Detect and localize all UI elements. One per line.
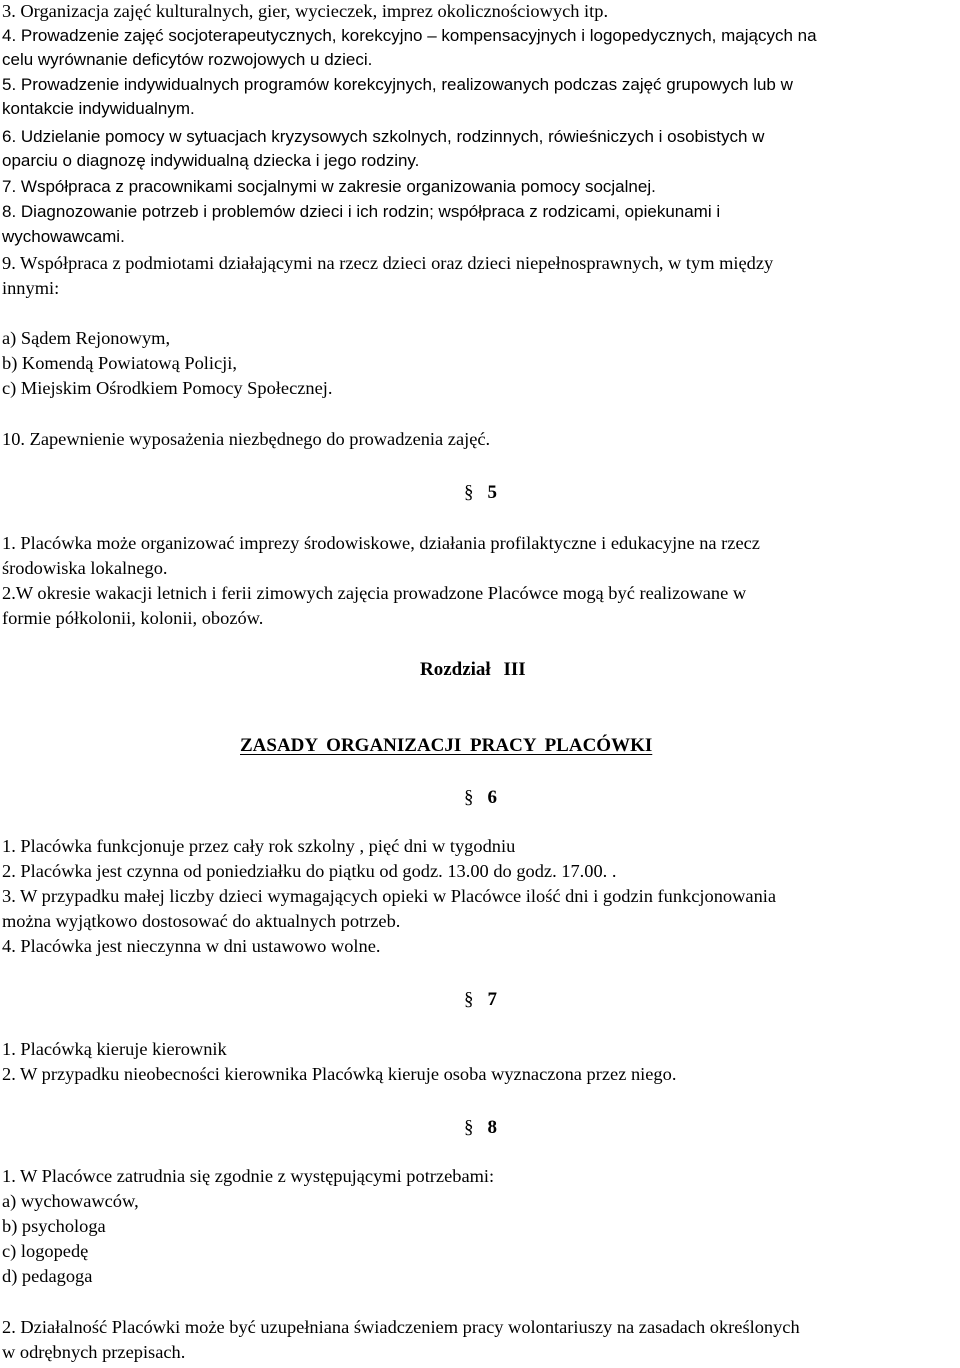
text-line: 1. Placówka funkcjonuje przez cały rok szkolny , pięć dni w tygodniu	[2, 836, 516, 856]
list-item: a) Sądem Rejonowym,	[2, 328, 171, 348]
text-line: 1. Placówka może organizować imprezy środowiskowe, działania profilaktyczne i edukacyjne na rzecz	[2, 533, 760, 553]
list-item: d) pedagoga	[2, 1266, 93, 1286]
section-sign: §	[464, 482, 474, 503]
text-line: środowiska lokalnego.	[2, 558, 168, 578]
section-paragraph-8	[464, 1116, 497, 1140]
section-sign: §	[464, 787, 474, 808]
chapter-number: Rozdział III	[420, 659, 526, 680]
list-item: b) psychologa	[2, 1216, 106, 1236]
text-line: wychowawcami.	[2, 227, 125, 246]
text-line: 10. Zapewnienie wyposażenia niezbędnego do prowadzenia zajęć.	[2, 429, 491, 449]
text-line: 2. Działalność Placówki może być uzupełniana świadczeniem pracy wolontariuszy na zasadach określonych	[2, 1317, 800, 1337]
text-line: 2.W okresie wakacji letnich i ferii zimowych zajęcia prowadzone Placówce mogą być realizowane w	[2, 583, 747, 603]
section-number: 8	[487, 1117, 497, 1138]
text-line: 2. W przypadku nieobecności kierownika Placówką kieruje osoba wyznaczona przez niego.	[2, 1064, 677, 1084]
text-line: 4. Placówka jest nieczynna w dni ustawowo wolne.	[2, 936, 381, 956]
text-line: 8. Diagnozowanie potrzeb i problemów dzieci i ich rodzin; współpraca z rodzicami, opiekunami i	[2, 202, 721, 221]
section-sign: §	[464, 989, 474, 1010]
text-line: 3. Organizacja zajęć kulturalnych, gier, wycieczek, imprez okolicznościowych itp.	[2, 1, 609, 21]
section-paragraph-7	[464, 988, 497, 1012]
section-number: 7	[487, 989, 497, 1010]
text-line: 1. W Placówce zatrudnia się zgodnie z występującymi potrzebami:	[2, 1166, 495, 1186]
text-line: 5. Prowadzenie indywidualnych programów korekcyjnych, realizowanych podczas zajęć grupowych lub w	[2, 75, 793, 94]
text-line: 6. Udzielanie pomocy w sytuacjach kryzysowych szkolnych, rodzinnych, rówieśniczych i osobistych w	[2, 127, 765, 146]
section-number: 6	[487, 787, 497, 808]
text-line: oparciu o diagnozę indywidualną dziecka i jego rodziny.	[2, 151, 420, 170]
text-line: w odrębnych przepisach.	[2, 1342, 186, 1362]
section-paragraph-6	[464, 786, 497, 810]
list-item: a) wychowawców,	[2, 1191, 139, 1211]
text-line: 2. Placówka jest czynna od poniedziałku do piątku od godz. 13.00 do godz. 17.00. .	[2, 861, 617, 881]
text-line: kontakcie indywidualnym.	[2, 99, 195, 118]
text-line: 4. Prowadzenie zajęć socjoterapeutycznych, korekcyjno – kompensacyjnych i logopedycznych, mających na	[2, 26, 817, 45]
section-sign: §	[464, 1117, 474, 1138]
list-item: c) Miejskim Ośrodkiem Pomocy Społecznej.	[2, 378, 333, 398]
chapter-title: ZASADY ORGANIZACJI PRACY PLACÓWKI	[240, 735, 653, 756]
text-line: 1. Placówką kieruje kierownik	[2, 1039, 227, 1059]
list-item: b) Komendą Powiatową Policji,	[2, 353, 237, 373]
section-number: 5	[487, 482, 497, 503]
text-line: formie półkolonii, kolonii, obozów.	[2, 608, 264, 628]
text-line: można wyjątkowo dostosować do aktualnych potrzeb.	[2, 911, 401, 931]
list-item: c) logopedę	[2, 1241, 89, 1261]
text-line: 3. W przypadku małej liczby dzieci wymagających opieki w Placówce ilość dni i godzin funkcjonowania	[2, 886, 777, 906]
text-line: 7. Współpraca z pracownikami socjalnymi w zakresie organizowania pomocy socjalnej.	[2, 177, 656, 196]
text-line: innymi:	[2, 278, 60, 298]
text-line: 9. Współpraca z podmiotami działającymi na rzecz dzieci oraz dzieci niepełnosprawnych, w tym między	[2, 253, 774, 273]
text-line: celu wyrównanie deficytów rozwojowych u dzieci.	[2, 50, 373, 69]
section-paragraph-5	[464, 481, 497, 505]
